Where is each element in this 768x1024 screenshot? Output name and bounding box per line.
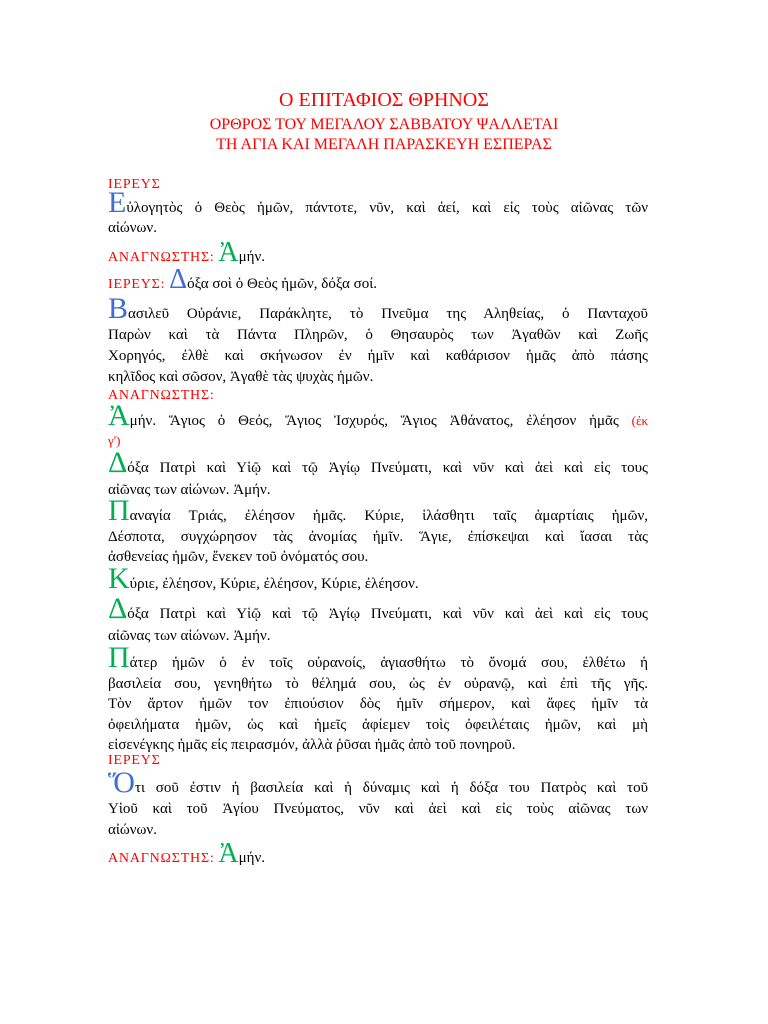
text-run: όξα σοὶ ὁ Θεὸς ἡμῶν, δόξα σοί. (187, 276, 377, 292)
initial-letter: Π (108, 641, 130, 674)
prayer-holy-trinity (108, 494, 648, 568)
initial-letter: Ἀ (218, 237, 239, 268)
text-run: αναγία Τριάς, ἐλέησον ἡμᾶς. Κύριε, ἱλάσθητι ταῖς ἁμαρτίαις ἡμῶν, (129, 508, 648, 524)
ekphonesis (108, 766, 648, 841)
text-line (108, 750, 648, 770)
initial-letter: Δ (169, 264, 188, 295)
text-line: ὀφειλήματα ἡμῶν, ὡς καὶ ἡμεῖς ἀφίεμεν τοὶς ὀφειλέταις ἡμῶν, καὶ μὴ (108, 716, 648, 733)
text-line: Χορηγός, ἐλθὲ καὶ σκήνωσον ἐν ἡμῖν καὶ καθάρισον ἡμᾶς ἀπὸ πάσης (108, 348, 648, 364)
kyrie-eleison (108, 562, 648, 595)
repeat-note: (ἐκ (631, 413, 648, 428)
text-line (108, 494, 648, 527)
prayer-heavenly-king (108, 292, 648, 388)
text-line: αἰῶνας των αἰώνων. Ἀμήν. (108, 482, 271, 498)
text-run: ύριε, ἐλέησον, Κύριε, ἐλέησον, Κύριε, ἐλέησον. (129, 576, 419, 592)
rubric-priest (108, 174, 648, 194)
document-header (0, 88, 768, 155)
trisagion (108, 399, 648, 451)
text-line (108, 446, 648, 479)
text-line (108, 237, 648, 268)
initial-letter: Ἀ (108, 399, 130, 432)
text-line: εἰσενέγκης ἡμᾶς εἰς πειρασμόν, ἀλλὰ ῥῦσαι ἡμᾶς ἀπὸ τοῦ πονηροῦ. (108, 737, 516, 753)
page-title: Ο ΕΠΙΤΑΦΙΟΣ ΘΡΗΝΟΣ (279, 89, 489, 111)
text-line: βασιλεία σου, γενηθήτω τὸ θέλημά σου, ὡς ἐν οὐρανῷ, καὶ ἐπὶ τῆς γῆς. (108, 675, 648, 692)
text-line: Παρὼν καὶ τὰ Πάντα Πληρῶν, ὁ Θησαυρὸς των Ἀγαθῶν καὶ Ζωῆς (108, 327, 648, 343)
text-line (108, 264, 648, 295)
initial-letter: Π (108, 494, 130, 527)
text-line (108, 766, 648, 799)
text-run: ὐλογητὸς ὁ Θεὸς ἡμῶν, πάντοτε, νῦν, καὶ ἀεί, καὶ εἰς τοὺς αἰῶνας τῶν (126, 200, 648, 216)
initial-letter: Δ (108, 592, 128, 625)
text-run: μήν. Ἅγιος ὁ Θεός, Ἅγιος Ἰσχυρός, Ἅγιος Ἀθάνατος, ἐλέησον ἡμᾶς (129, 413, 619, 429)
text-line: ἀσθενείας ἡμῶν, ἕνεκεν τοῦ ὀνόματός σου. (108, 549, 369, 565)
text-run: όξα Πατρὶ καὶ Υἱῷ καὶ τῷ Ἁγίῳ Πνεύματι, καὶ νῦν καὶ ἀεὶ καὶ εἰς τους (127, 606, 648, 622)
initial-letter: Δ (108, 446, 128, 479)
text-line (108, 838, 648, 869)
text-line (108, 431, 648, 451)
subtitle-line-1: ΟΡΘΡΟΣ ΤΟΥ ΜΕΓΑΛΟΥ ΣΑΒΒΑΤΟΥ ΨΑΛΛΕΤΑΙ (209, 116, 559, 133)
text-line: Δέσποτα, συγχώρησον τὰς ἀνομίας ἡμῖν. Ἅγιε, ἐπίσκεψαι καὶ ἴασαι τὰς (108, 528, 648, 545)
rubric-reader (108, 385, 648, 405)
text-line (108, 399, 648, 432)
text-line (108, 562, 648, 595)
initial-letter: Ε (108, 186, 127, 219)
initial-letter: Β (108, 292, 129, 325)
text-line: κηλῖδος καὶ σῶσον, Ἀγαθὲ τὰς ψυχὰς ἡμῶν. (108, 369, 374, 385)
text-run: τι σοῦ ἐστιν ἡ βασιλεία καὶ ἡ δύναμις καὶ ἡ δόξα του Πατρὸς καὶ τοῦ (134, 780, 648, 796)
text-run: ασιλεῦ Οὐράνιε, Παράκλητε, τὸ Πνεῦμα της Αληθείας, ὁ Πανταχοῦ (128, 306, 648, 322)
speaker-label: ΙΕΡΕΥΣ (108, 177, 161, 192)
text-run: μήν. (238, 850, 265, 866)
speaker-label: ΑΝΑΓΝΩΣΤΗΣ: (108, 851, 215, 866)
speaker-label: ΙΕΡΕΥΣ: (108, 277, 166, 292)
speaker-label: ΙΕΡΕΥΣ (108, 753, 161, 768)
doxology (108, 446, 648, 501)
subtitle-line-2: ΤΗ ΑΓΙΑ ΚΑΙ ΜΕΓΑΛΗ ΠΑΡΑΣΚΕΥΗ ΕΣΠΕΡΑΣ (216, 136, 552, 153)
reader-amen-final (108, 838, 648, 869)
text-line: αἰώνων. (108, 822, 157, 838)
lords-prayer (108, 641, 648, 756)
text-line (108, 592, 648, 625)
rubric-priest-second (108, 750, 648, 770)
initial-letter: Ἀ (218, 838, 239, 869)
text-line (108, 292, 648, 325)
text-line: Υἱοῦ καὶ τοῦ Ἁγίου Πνεύματος, νῦν καὶ ἀεὶ καὶ εἰς τοὺς αἰῶνας των (108, 801, 648, 817)
speaker-label: ΑΝΑΓΝΩΣΤΗΣ: (108, 388, 215, 403)
text-run: άτερ ἡμῶν ὁ ἐν τοῖς οὐρανοίς, ἁγιασθήτω τὸ ὄνομά σου, ἐλθέτω ἡ (129, 655, 648, 671)
text-run: μήν. (238, 249, 265, 265)
text-line (108, 641, 648, 674)
initial-letter: Κ (108, 562, 130, 595)
text-run: όξα Πατρὶ καὶ Υἱῷ καὶ τῷ Ἁγίῳ Πνεύματι, καὶ νῦν καὶ ἀεὶ καὶ εἰς τους (127, 460, 648, 476)
text-line: αἰῶνας των αἰώνων. Ἀμήν. (108, 628, 271, 644)
text-line: Τὸν ἄρτον ἡμῶν τον ἐπιούσιον δὸς ἡμῖν σήμερον, καὶ ἄφες ἡμῖν τὰ (108, 696, 648, 712)
text-line (108, 385, 648, 405)
initial-letter: Ὅ (108, 766, 135, 799)
reader-amen (108, 237, 648, 268)
repeat-note: γ') (108, 433, 121, 448)
text-line (108, 186, 648, 219)
paragraph-blessing (108, 186, 648, 238)
speaker-label: ΑΝΑΓΝΩΣΤΗΣ: (108, 250, 215, 265)
text-line: αἰώνων. (108, 220, 157, 236)
doxology-second (108, 592, 648, 647)
text-line (108, 174, 648, 194)
priest-glory (108, 264, 648, 295)
